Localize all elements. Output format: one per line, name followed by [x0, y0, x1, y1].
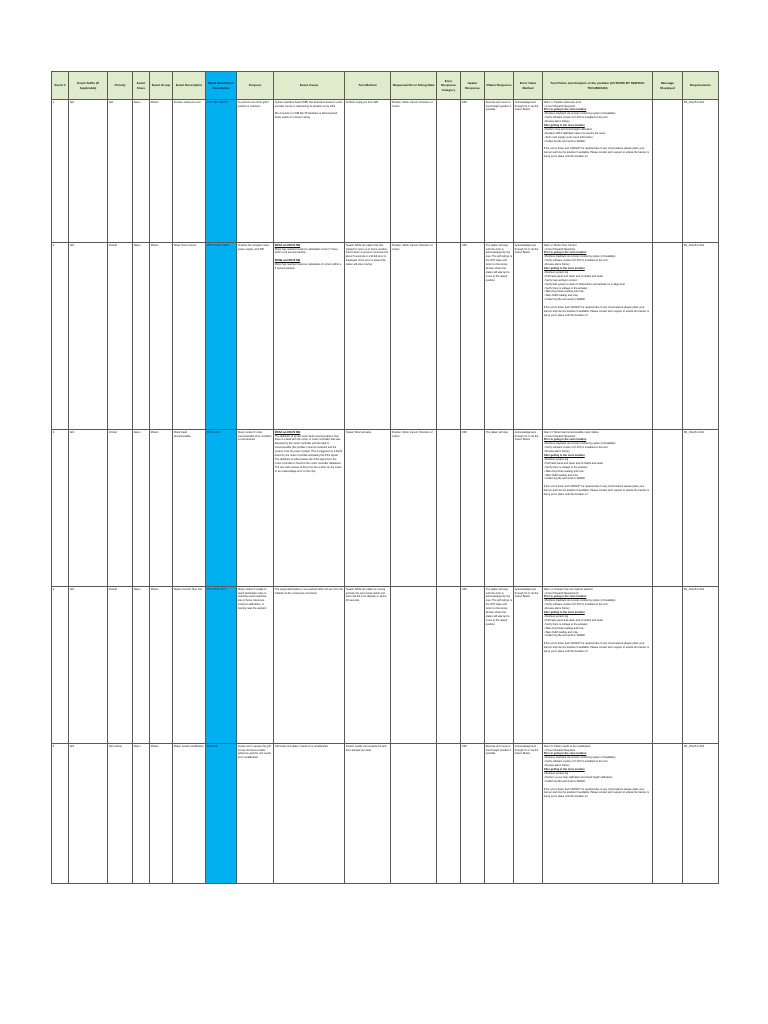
- test-point-line: After getting to the store location: [543, 611, 585, 615]
- cell-suffix: N/A: [69, 744, 108, 884]
- cell-clear: Acknowledgement through UI or via the Green Button: [514, 100, 543, 243]
- cause-line: System interface board (SIB) has detected missed or extra encoder counts in referencing its location to the LRS: [274, 100, 343, 108]
- cell-event-class: Alarm: [133, 430, 150, 587]
- header-event-cause: Event Cause: [274, 72, 345, 100]
- cell-description: Position reference error: [173, 100, 206, 243]
- table-row: [52, 243, 719, 430]
- header-message: Message Displayed: [653, 72, 683, 100]
- cell-priority: N/A: [108, 100, 133, 243]
- cell-message: [653, 100, 683, 243]
- cell-test-method: Tested: While the platen has first started to move up to home position, hold it down to prevent movement for about 5 seconds or until E2 error is displayed. Once error is issued the platen will stop moving.: [345, 243, 391, 430]
- cell-clear: Acknowledgement through UI or via the Green Button: [514, 587, 543, 744]
- cell-event-class: Alarm: [133, 587, 150, 744]
- test-point-line: Prior to going to the store location: [543, 251, 587, 255]
- cell-event-num: 5: [52, 744, 69, 884]
- cell-clear: Acknowledgement through UI or via the Green Button: [514, 430, 543, 587]
- header-platen-response: Platen Response: [485, 72, 514, 100]
- cell-platen: The platen will stop until the error is acknowledged by the user. The grill will go to the OFF state and return to the Home Screen where the platen will attempt to move to the raised position: [485, 587, 514, 744]
- test-point-line: • Retrieve system log: [543, 771, 569, 775]
- cell-category: [437, 243, 461, 430]
- cell-message: [653, 587, 683, 744]
- cell-purpose: To prevent use of the grill if position is unknown: [237, 100, 274, 243]
- cell-category: [437, 587, 461, 744]
- cell-purpose: Stops motion if unable to reach destination (due to reaching cutout switches, loss of home reference, incorrect calibration, or hunting near the setpoint: [237, 587, 274, 744]
- cell-test-method: Tested: modify cal complete bit and then activate pre-heat.: [345, 744, 391, 884]
- cell-test-method: Tested: Short actuator.: [345, 430, 391, 587]
- test-point-line: • Retrieve system log: [543, 614, 569, 618]
- cell-test-method: Verified: unplug lrs from SIB: [345, 100, 391, 243]
- cell-event-num: 4: [52, 587, 69, 744]
- cell-description: Motion Control Time Out: [173, 587, 206, 744]
- test-point-line: • Verify software version 3.0.XXX is installed on the unit.: [543, 760, 609, 764]
- test-point-line: • Collect log file and send to Wellbilt: [543, 139, 585, 143]
- cell-priority: Critical: [108, 243, 133, 430]
- cell-category: [437, 744, 461, 884]
- cell-description: Motor Over Current: [173, 243, 206, 430]
- header-priority: Priority: [108, 72, 133, 100]
- test-point-line: • Verify software version 3.0.XXX is installed on the unit.: [543, 446, 609, 450]
- cell-event-class: Alarm: [133, 744, 150, 884]
- cause-line: The two main causes of this error are a short on the motor or an undervoltage error to the chip.: [274, 465, 342, 473]
- test-point-line: If the unit is down and CANNOT be repaired due to any circumstance please place your banner and into the location if available. Please contact tech support to advise the banner is being put in place until this location is f: [543, 787, 650, 799]
- cell-short-code: RECALIB: [206, 744, 237, 884]
- cell-purpose: Protects the actuator motor, power supply, and SIB: [237, 243, 274, 430]
- cell-event-num: 1: [52, 100, 69, 243]
- test-point-line: • Take Amp Draw reading and note.: [543, 469, 585, 473]
- test-point-line: • 4 hour Dispatch Required: [543, 434, 575, 438]
- cell-heater: OFF: [461, 587, 485, 744]
- header-event-group: Event Group: [150, 72, 173, 100]
- test-point-line: After getting to the store location: [543, 267, 585, 271]
- cause-line: Motor has reached maximum allowable of current within a 5 second window: [274, 263, 342, 271]
- cell-event-num: 3: [52, 430, 69, 587]
- header-error-category: Error Response Category: [437, 72, 461, 100]
- test-point-line: Prior to going to the store location: [543, 752, 587, 756]
- cell-event-num: 2: [52, 243, 69, 430]
- test-point-line: Prior to going to the store location: [543, 438, 587, 442]
- cell-description: Platen needs recalibration: [173, 744, 206, 884]
- test-point-line: • Verify software version 3.0.XXX is installed on the unit.: [543, 116, 609, 120]
- cell-platen: Reverse and move to hood height position if possible: [485, 100, 514, 243]
- test-point-line: • Pull back panel and clean and oil shafts and seals.: [543, 274, 604, 278]
- cell-purpose: System error causes the grill to lose its home position reference and the unit needs to be recalibrated: [237, 744, 274, 884]
- cell-short-code: MTR FAULT: [206, 430, 237, 587]
- test-point-line: If the unit is down and CANNOT be repaired due to any circumstance please place your banner and into the location if available. Please contact tech support to advise the banner is being put in place until this location is f: [543, 485, 650, 497]
- cell-event-group: Motion: [150, 100, 173, 243]
- test-point-line: • Take OHM reading and note.: [543, 294, 579, 298]
- header-row: [52, 72, 719, 100]
- cell-test-method: Tested: While the platen is moving activate the over travel switch and hold until E4 error displays in about 40 seconds.: [345, 587, 391, 744]
- test-point-line: • Retrieve playback via remote monitoring system (if Available): [543, 756, 616, 760]
- cell-requirements: FR_1SL2S.U.001: [683, 587, 719, 744]
- cell-priority: Critical: [108, 430, 133, 587]
- header-event-description: Event Description: [173, 72, 206, 100]
- test-point-line: • Review alarm history: [543, 120, 570, 124]
- cell-test-points: [543, 587, 653, 744]
- event-table: [51, 71, 719, 884]
- test-point-line: • Verify there is voltage to the actuator.: [543, 622, 589, 626]
- test-point-line: • Retrieve system log: [543, 457, 569, 461]
- cause-line: Gill resets and platen needs to be recalibrated: [274, 744, 328, 748]
- cell-description: Motor Fault Unrecoverable: [173, 430, 206, 587]
- cell-message: [653, 744, 683, 884]
- cell-error-string: Position, Motor current, Direction of motion: [391, 430, 437, 587]
- test-point-line: • Replace SIB if calibration does not resolve the issue: [543, 131, 606, 135]
- test-point-line: After getting to the store location: [543, 768, 585, 772]
- cell-message: [653, 430, 683, 587]
- cause-line: MKSA and REV9 SIB: [274, 430, 301, 434]
- test-point-line: • Retrieve playback via remote monitoring system (if Available): [543, 255, 616, 259]
- test-point-line: • 4 hour Dispatch Required: [543, 247, 575, 251]
- cell-clear: Acknowledgement through UI or via the Green Button: [514, 744, 543, 884]
- header-error-clear: Error Clear Method: [514, 72, 543, 100]
- test-point-line: • Perform Gap and hood height calibration: [543, 127, 593, 131]
- test-point-line: • Verify software version 3.0.XXX is installed on the unit.: [543, 603, 609, 607]
- cell-suffix: N/A: [69, 100, 108, 243]
- cell-error-string: [391, 744, 437, 884]
- cell-requirements: FR_1SL2S.U.001: [683, 100, 719, 243]
- cell-event-class: Alarm: [133, 100, 150, 243]
- header-test-points: Test Points and Analysis of the problem (ACTIONS BY SERVICE TECHNICIAN): [543, 72, 653, 100]
- spreadsheet: [51, 71, 718, 883]
- header-event-class: Event Class: [133, 72, 150, 100]
- test-point-line: • Take Amp Draw reading and note.: [543, 626, 585, 630]
- cell-event-group: Motion: [150, 243, 173, 430]
- test-point-line: • Take OHM reading and note.: [543, 630, 579, 634]
- test-point-line: If the unit is down and CANNOT be repaired due to any circumstance please place your banner and into the location if available. Please contact tech support to advise the banner is being put in place until this location is f: [543, 306, 650, 317]
- cell-category: [437, 100, 461, 243]
- cell-heater: OFF: [461, 430, 485, 587]
- header-short-hand: Short Hand Event Description: [206, 72, 237, 100]
- cell-message: [653, 243, 683, 430]
- test-point-line: Alarm 5: Platen needs to be recalibrated: [543, 744, 591, 748]
- header-event-suffix: Event Suffix (If Applicable): [69, 72, 108, 100]
- cell-cause: [274, 587, 345, 744]
- cell-cause: [274, 243, 345, 430]
- test-point-line: • Take Amp Draw reading and note.: [543, 290, 585, 294]
- test-point-line: • 4 hour Dispatch Required: [543, 104, 575, 108]
- cell-error-string: [391, 587, 437, 744]
- test-point-line: After getting to the store location: [543, 124, 585, 128]
- cell-suffix: N/A: [69, 243, 108, 430]
- cell-event-group: Motion: [150, 587, 173, 744]
- cell-test-points: [543, 430, 653, 587]
- cell-priority: Not Critical: [108, 744, 133, 884]
- cell-short-code: MTR OVER CURR: [206, 243, 237, 430]
- test-point-line: • Verify there is voltage to the actuator.: [543, 465, 589, 469]
- test-point-line: • Retrieve system log: [543, 270, 569, 274]
- cell-requirements: FR_1SL2S.U.002: [683, 744, 719, 884]
- cell-platen: The platen will stop until the error is acknowledged by the user. The grill will go to the OFF state and return to the Home Screen where the platen will attempt to move to the raised position: [485, 243, 514, 430]
- cell-cause: [274, 744, 345, 884]
- test-point-line: • Collect log file and send to Wellbilt: [543, 779, 585, 783]
- test-point-line: • Verify software version 3.0.XXX is installed on the unit.: [543, 259, 609, 263]
- test-point-line: After getting to the store location: [543, 454, 585, 458]
- cell-test-points: [543, 243, 653, 430]
- test-point-line: • 4 hour Dispatch Required (if): [543, 591, 579, 595]
- header-purpose: Purpose: [237, 72, 274, 100]
- test-point-line: • Collect log file and send to Wellbilt: [543, 634, 585, 638]
- cause-line: SIL connector on SIB Rev B hardware is disconnected, faulty switch or incorrect wiring: [274, 112, 338, 120]
- cell-test-points: [543, 744, 653, 884]
- cell-cause: [274, 100, 345, 243]
- test-point-line: • Review alarm history: [543, 607, 570, 611]
- cell-platen: Reverse and move to hood height position if possible: [485, 744, 514, 884]
- cell-short-code: MTN CTRL OUT: [206, 587, 237, 744]
- test-point-line: Prior to going to the store location: [543, 595, 587, 599]
- table-row: [52, 430, 719, 587]
- test-point-line: • Verify that system is clear of obstructions and actuator is in alignment: [543, 282, 625, 286]
- test-point-line: • 4 hour Dispatch Required: [543, 748, 575, 752]
- test-point-line: • Retrieve playback via remote monitoring system (if Available): [543, 599, 616, 603]
- test-point-line: • Tech must supply cycle count information: [543, 135, 593, 139]
- cause-line: The target destination is not reached within 40 sec from the initiation of the movement command: [274, 587, 343, 595]
- cause-line: The definition of an E3 motor fault unrecoverable is that there is a fault with the motor or motor controller that was detected by the motor controller and the fault is unrecoverable (the problem must be resolved and the system must be power cycled). This is triggered on a Rev9 board by the motor controller activating the /FF2 signal. The definition of what causes the /FF2 signal from the motor controller is found in the motor controller datasheet.: [274, 434, 343, 465]
- header-event-num: Event #: [52, 72, 69, 100]
- test-point-line: • Take OHM reading and note.: [543, 473, 579, 477]
- header-test-method: Test Method: [345, 72, 391, 100]
- cause-line: Motor has reached maximum allowable current 7 times within a 10 second window: [274, 247, 338, 255]
- test-point-line: • Collect log file and send to Wellbilt: [543, 298, 585, 302]
- cell-suffix: N/A: [69, 430, 108, 587]
- test-point-line: • Collect log file and send to Wellbilt: [543, 477, 585, 481]
- cell-purpose: Stops motion if motor unrecoverable error condition is encountered: [237, 430, 274, 587]
- cell-heater: OFF: [461, 100, 485, 243]
- cell-category: [437, 430, 461, 587]
- test-point-line: If the unit is down and CANNOT be repaired due to any circumstance please place your banner and into the location if available. Please contact tech support to advise the banner is being put in place until this location is f: [543, 642, 650, 654]
- test-point-line: • Retrieve playback via remote monitoring system (if Available): [543, 112, 616, 116]
- cell-heater: OFF: [461, 744, 485, 884]
- test-point-line: • Verify there is voltage to the actuator.: [543, 286, 589, 290]
- cell-test-points: [543, 100, 653, 243]
- cell-requirements: FR_1SL2S.U.001: [683, 430, 719, 587]
- cell-requirements: FR_1SL2S.U.001: [683, 243, 719, 430]
- test-point-line: Alarm 2: Motor Over Current: [543, 243, 577, 247]
- test-point-line: Prior to going to the store location: [543, 108, 587, 112]
- test-point-line: • Verify Gap setting is correct: [543, 278, 578, 282]
- header-requirements: Requirements: [683, 72, 719, 100]
- test-point-line: • Review alarm history: [543, 450, 570, 454]
- test-point-line: Alarm 4: Actuator has not reached setpoint: [543, 587, 593, 591]
- cell-event-group: Motion: [150, 744, 173, 884]
- cell-event-group: Motion: [150, 430, 173, 587]
- test-point-line: • Pull back panel and clean and oil shafts and seals.: [543, 618, 604, 622]
- cell-clear: Acknowledgement through UI or via the Green Button: [514, 243, 543, 430]
- test-point-line: • Perform a new Gap calibration and hood height calibration.: [543, 775, 614, 779]
- cell-short-code: POS REF ERROR: [206, 100, 237, 243]
- cell-platen: The platen will stop: [485, 430, 514, 587]
- cause-line: MKSA and REV9 SIB: [274, 243, 301, 247]
- cell-heater: OFF: [461, 243, 485, 430]
- cell-error-string: Position, Motor current, Direction of motion: [391, 100, 437, 243]
- test-point-line: Alarm 3: Motor fault unrecoverable motor failure: [543, 430, 599, 434]
- cell-error-string: Position, Motor current, Direction of motion: [391, 243, 437, 430]
- test-point-line: If the unit is down and CANNOT be repaired due to any circumstance please place your banner and into the location if available. Please contact tech support to advise the banner is being put in place until this location is f: [543, 147, 650, 159]
- cause-line: MKSB and REV9 SIB: [274, 259, 301, 263]
- table-row: [52, 100, 719, 243]
- cell-cause: [274, 430, 345, 587]
- test-point-line: • Review alarm history: [543, 764, 570, 768]
- test-point-line: • Pull back panel and clean and oil shafts and seals.: [543, 461, 604, 465]
- cell-suffix: N/A: [69, 587, 108, 744]
- table-row: [52, 587, 719, 744]
- cell-priority: Critical: [108, 587, 133, 744]
- table-row: [52, 744, 719, 884]
- test-point-line: • Retrieve playback via remote monitoring system (if Available): [543, 442, 616, 446]
- cell-event-class: Alarm: [133, 243, 150, 430]
- test-point-line: • Review alarm history: [543, 263, 570, 267]
- header-error-string: Requested Error String Data: [391, 72, 437, 100]
- test-point-line: Alarm 1: Position reference error: [543, 100, 582, 104]
- header-heater-response: Heater Response: [461, 72, 485, 100]
